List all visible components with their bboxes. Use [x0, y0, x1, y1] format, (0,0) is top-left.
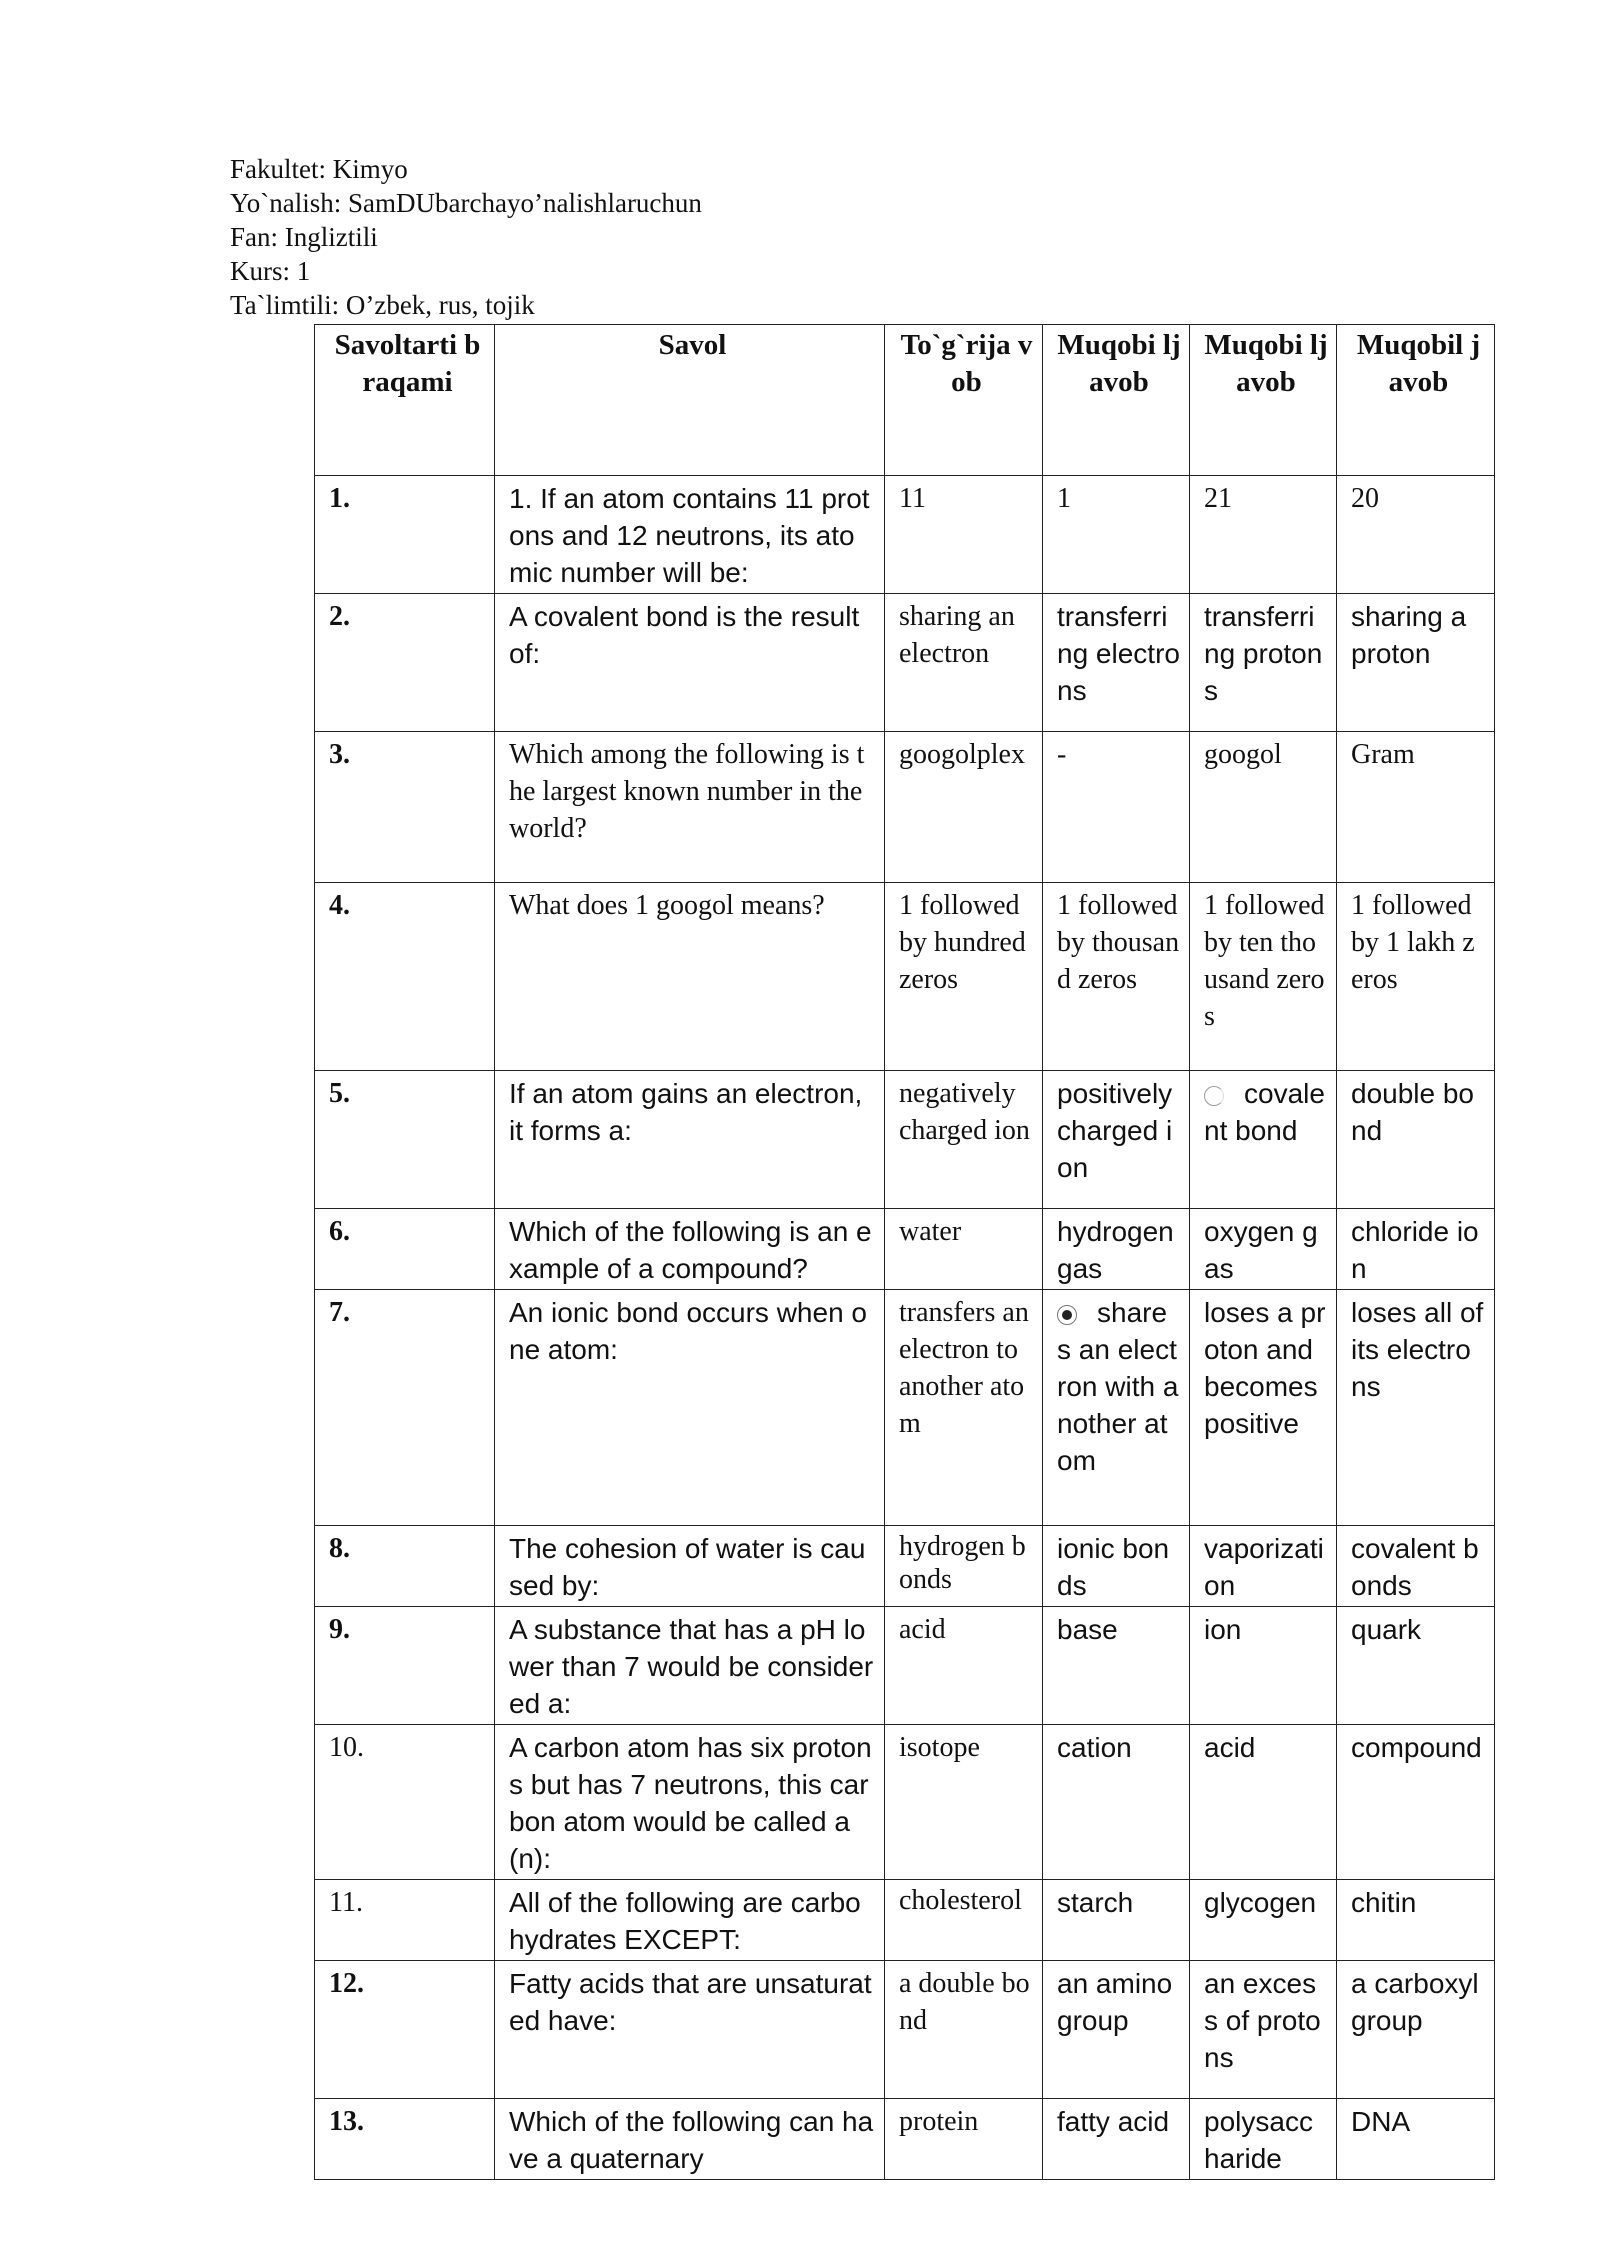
alt-answer-2: polysaccharide — [1190, 2099, 1337, 2180]
header-alt3: Muqobil javob — [1337, 325, 1495, 476]
alt-answer-1: an amino group — [1043, 1961, 1190, 2099]
header-correct: To`g`rija vob — [885, 325, 1043, 476]
table-row — [315, 732, 1495, 883]
row-number: 11. — [315, 1880, 495, 1961]
alt-answer-3: quark — [1337, 1607, 1495, 1725]
question-text: The cohesion of water is caused by: — [495, 1526, 885, 1607]
row-number: 1. — [315, 476, 495, 594]
correct-answer: hydrogen bonds — [885, 1526, 1043, 1607]
correct-answer: googolplex — [885, 732, 1043, 883]
table-row — [315, 1961, 1495, 2099]
row-number: 3. — [315, 732, 495, 883]
alt-answer-1: positively charged ion — [1043, 1071, 1190, 1209]
question-text: A substance that has a pH lower than 7 would be considered a: — [495, 1607, 885, 1725]
alt-answer-3: compound — [1337, 1725, 1495, 1880]
table-row — [315, 1607, 1495, 1725]
correct-answer: protein — [885, 2099, 1043, 2180]
row-number: 6. — [315, 1209, 495, 1290]
alt-answer-1: 1 followed by thousand zeros — [1043, 883, 1190, 1071]
header-alt2: Muqobi ljavob — [1190, 325, 1337, 476]
alt-answer-2: oxygen gas — [1190, 1209, 1337, 1290]
alt-answer-3: a carboxyl group — [1337, 1961, 1495, 2099]
document-header — [230, 152, 702, 322]
correct-answer: cholesterol — [885, 1880, 1043, 1961]
alt-answer-3: double bond — [1337, 1071, 1495, 1209]
radio-button-icon[interactable] — [1204, 1086, 1224, 1106]
questions-table — [314, 324, 1495, 2180]
question-text: A covalent bond is the result of: — [495, 594, 885, 732]
question-text: Which of the following can have a quaternary — [495, 2099, 885, 2180]
radio-button-selected-icon[interactable] — [1057, 1305, 1077, 1325]
question-text: All of the following are carbohydrates EXCEPT: — [495, 1880, 885, 1961]
alt-answer-3: Gram — [1337, 732, 1495, 883]
alt-answer-2: covalent bond — [1204, 1078, 1325, 1146]
table-row — [315, 1071, 1495, 1209]
alt-answer-1: fatty acid — [1043, 2099, 1190, 2180]
row-number: 4. — [315, 883, 495, 1071]
alt-answer-3: loses all of its electrons — [1337, 1290, 1495, 1526]
alt-answer-1: shares an electron with another atom — [1057, 1297, 1179, 1476]
course-line: Kurs: 1 — [230, 256, 311, 286]
table-header-row — [315, 325, 1495, 476]
question-text: A carbon atom has six protons but has 7 neutrons, this carbon atom would be called a(n): — [495, 1725, 885, 1880]
alt-answer-2: loses a proton and becomes positive — [1190, 1290, 1337, 1526]
alt-answer-3: chloride ion — [1337, 1209, 1495, 1290]
row-number: 8. — [315, 1526, 495, 1607]
alt-answer-1-cell — [1043, 1290, 1190, 1526]
question-text: Fatty acids that are unsaturated have: — [495, 1961, 885, 2099]
language-line: Ta`limtili: O’zbek, rus, tojik — [230, 290, 535, 320]
faculty-line: Fakultet: Kimyo — [230, 154, 408, 184]
alt-answer-1: starch — [1043, 1880, 1190, 1961]
alt-answer-1: base — [1043, 1607, 1190, 1725]
question-text: Which of the following is an example of a compound? — [495, 1209, 885, 1290]
alt-answer-3: covalent bonds — [1337, 1526, 1495, 1607]
alt-answer-2: ion — [1190, 1607, 1337, 1725]
alt-answer-3: DNA — [1337, 2099, 1495, 2180]
correct-answer: a double bond — [885, 1961, 1043, 2099]
question-text: An ionic bond occurs when one atom: — [495, 1290, 885, 1526]
alt-answer-1: - — [1043, 732, 1190, 883]
alt-answer-2: glycogen — [1190, 1880, 1337, 1961]
row-number: 13. — [315, 2099, 495, 2180]
row-number: 12. — [315, 1961, 495, 2099]
correct-answer: water — [885, 1209, 1043, 1290]
alt-answer-2-cell — [1190, 1071, 1337, 1209]
alt-answer-3: chitin — [1337, 1880, 1495, 1961]
correct-answer: sharing an electron — [885, 594, 1043, 732]
question-text: 1. If an atom contains 11 protons and 12 neutrons, its atomic number will be: — [495, 476, 885, 594]
alt-answer-3: sharing a proton — [1337, 594, 1495, 732]
table-row — [315, 1880, 1495, 1961]
row-number: 2. — [315, 594, 495, 732]
table-row — [315, 2099, 1495, 2180]
correct-answer: 1 followed by hundred zeros — [885, 883, 1043, 1071]
direction-line: Yo`nalish: SamDUbarchayo’nalishlaruchun — [230, 188, 702, 218]
correct-answer: transfers an electron to another atom — [885, 1290, 1043, 1526]
alt-answer-2: 21 — [1190, 476, 1337, 594]
alt-answer-3: 20 — [1337, 476, 1495, 594]
question-text: If an atom gains an electron, it forms a: — [495, 1071, 885, 1209]
alt-answer-2: googol — [1190, 732, 1337, 883]
table-row — [315, 1725, 1495, 1880]
table-row — [315, 1209, 1495, 1290]
alt-answer-1: hydrogen gas — [1043, 1209, 1190, 1290]
header-number: Savoltarti braqami — [315, 325, 495, 476]
header-alt1: Muqobi ljavob — [1043, 325, 1190, 476]
table-row — [315, 883, 1495, 1071]
question-text: What does 1 googol means? — [495, 883, 885, 1071]
row-number: 10. — [315, 1725, 495, 1880]
row-number: 9. — [315, 1607, 495, 1725]
table-row — [315, 1290, 1495, 1526]
alt-answer-1: transferring electrons — [1043, 594, 1190, 732]
subject-line: Fan: Ingliztili — [230, 222, 378, 252]
alt-answer-1: ionic bonds — [1043, 1526, 1190, 1607]
alt-answer-2: an excess of protons — [1190, 1961, 1337, 2099]
row-number: 5. — [315, 1071, 495, 1209]
question-text: Which among the following is the largest known number in the world? — [495, 732, 885, 883]
alt-answer-2: vaporization — [1190, 1526, 1337, 1607]
alt-answer-2: transferring protons — [1190, 594, 1337, 732]
row-number: 7. — [315, 1290, 495, 1526]
table-row — [315, 476, 1495, 594]
alt-answer-1: cation — [1043, 1725, 1190, 1880]
correct-answer: 11 — [885, 476, 1043, 594]
table-row — [315, 594, 1495, 732]
table-row — [315, 1526, 1495, 1607]
correct-answer: acid — [885, 1607, 1043, 1725]
correct-answer: negatively charged ion — [885, 1071, 1043, 1209]
alt-answer-3: 1 followed by 1 lakh zeros — [1337, 883, 1495, 1071]
alt-answer-2: acid — [1190, 1725, 1337, 1880]
header-question: Savol — [495, 325, 885, 476]
alt-answer-2: 1 followed by ten thousand zeros — [1190, 883, 1337, 1071]
alt-answer-1: 1 — [1043, 476, 1190, 594]
correct-answer: isotope — [885, 1725, 1043, 1880]
